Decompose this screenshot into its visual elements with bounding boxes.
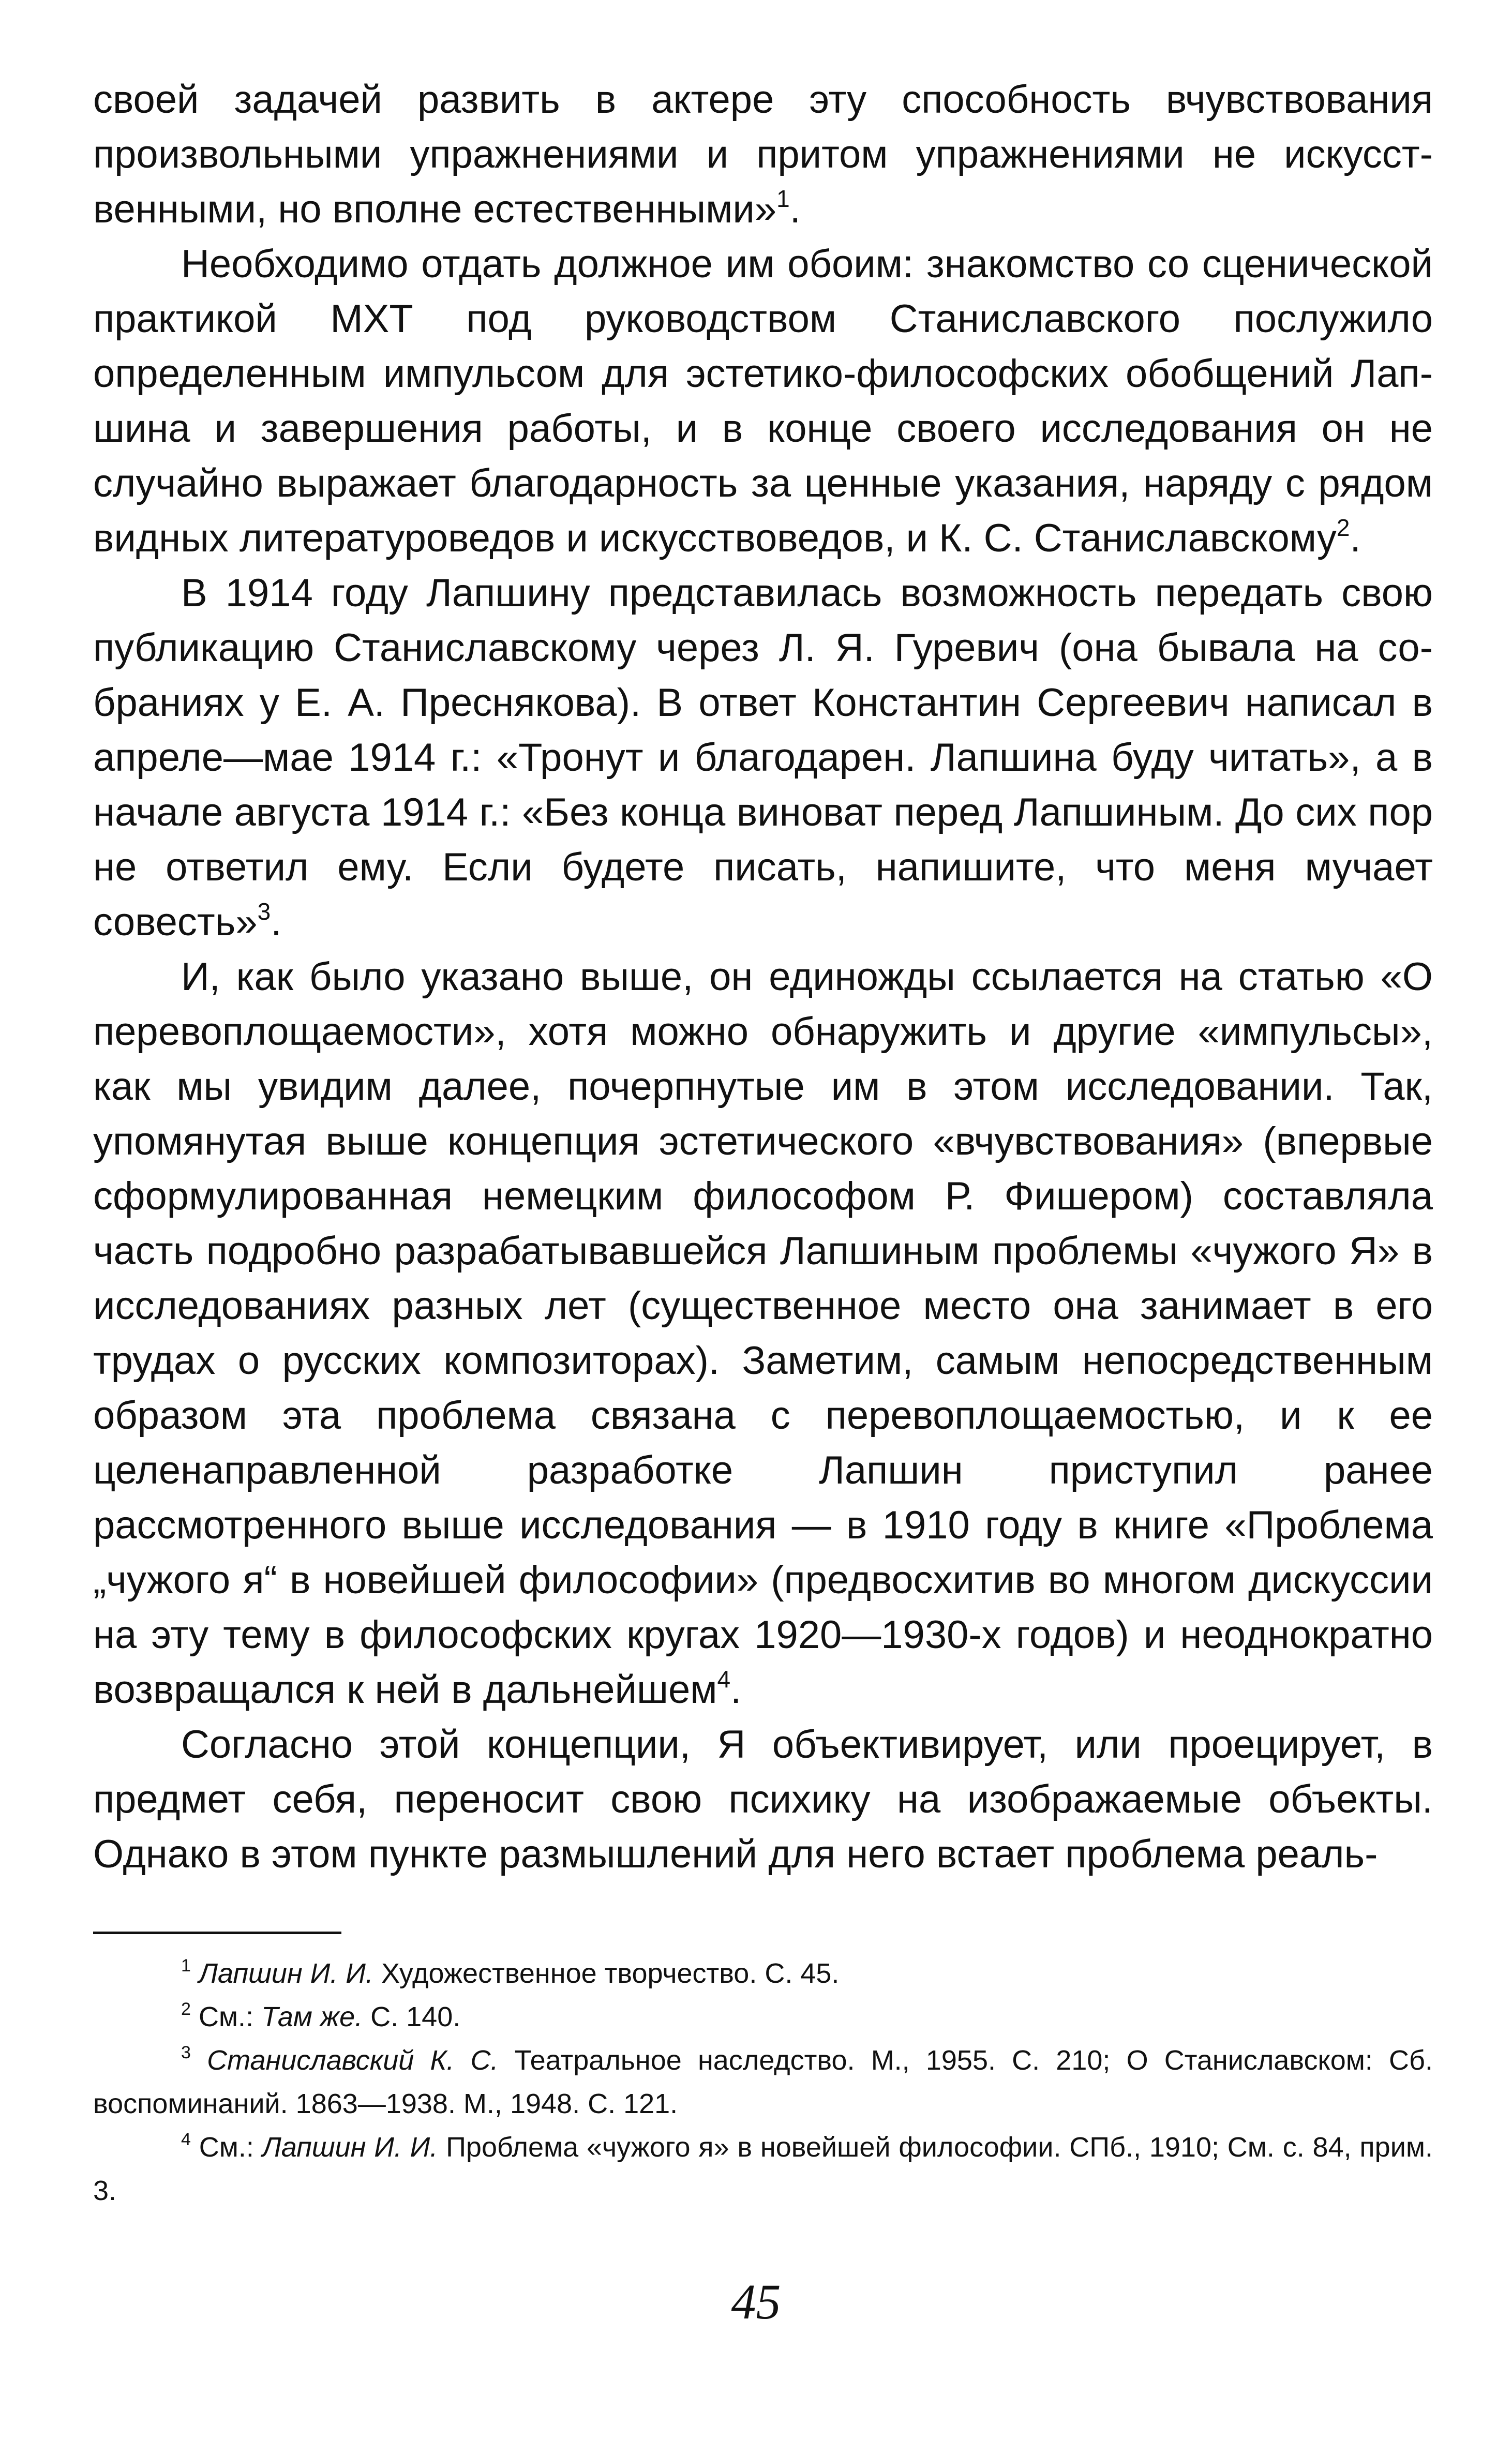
footnote-3 xyxy=(93,2039,1433,2126)
paragraph-4-text: И, как было указано выше, он единожды ссылается на статью «О перевоплощаемости», хотя можно обнаружить и другие «импульсы», как мы увидим далее, почерпнутые им в этом исследовании. Так, упомянутая выше концепция эстетического «вчувствования» (впервые сформулированная немецким философом Р. Фишером) составляла часть подробно разрабатывавшейся Лапшиным проблемы «чужого Я» в исследованиях разных лет (существенное место она занимает в его трудах о русских композиторах). Заметим, самым непосредственным образом эта проблема связана с перевоплощаемостью, и к ее целенаправленной разработке Лапшин приступил ранее рассмотренного выше исследования — в 1910 году в книге «Проблема „чужого я“ в новейшей философии» (предвосхитив во многом дискуссии на эту тему в философских кругах 1920—1930-х годов) и неоднократно возвращался к ней в дальнейшем xyxy=(93,955,1433,1712)
footnote-mark-1: 1 xyxy=(181,1956,191,1976)
page-number: 45 xyxy=(731,2274,781,2329)
paragraph-2-tail: . xyxy=(1350,516,1361,560)
footnote-divider xyxy=(93,1932,341,1934)
footnote-2-text: С. 140. xyxy=(363,2001,461,2032)
footnote-4 xyxy=(93,2126,1433,2212)
footnote-2 xyxy=(93,1995,1433,2039)
footnote-2-prefix: См.: xyxy=(198,2001,262,2032)
footnote-3-author: Станиславский К. С. xyxy=(207,2045,499,2076)
paragraph-1 xyxy=(93,72,1433,237)
paragraph-4-tail: . xyxy=(730,1668,742,1712)
footnote-3-text: Театральное наследство. М., 1955. С. 210; О Станиславском: Сб. воспоминаний. 1863—1938. М., 1948. С. 121. xyxy=(93,2045,1433,2119)
footnote-1 xyxy=(93,1952,1433,1995)
paragraph-5-text: Согласно этой концепции, Я объективирует, или проецирует, в предмет себя, переносит свою психику на изображаемые объекты. Однако в этом пункте размышлений для него встает проблема реаль- xyxy=(93,1723,1433,1876)
paragraph-1-text: своей задачей развить в актере эту способность вчувствования произвольными упражнениями и притом упражнениями не искусственными, но вполне естественными» xyxy=(93,78,1433,231)
paragraph-3-text: В 1914 году Лапшину представилась возможность передать свою публикацию Станиславскому через Л. Я. Гуревич (она бывала на собраниях у Е. А. Преснякова). В ответ Константин Сергеевич написал в апреле—мае 1914 г.: «Тронут и благодарен. Лапшина буду читать», а в начале августа 1914 г.: «Без конца виноват перед Лапшиным. До сих пор не ответил ему. Если будете писать, напишите, что меня мучает совесть» xyxy=(93,571,1433,944)
footnote-ref-1: 1 xyxy=(776,185,790,212)
footnote-4-prefix: См.: xyxy=(199,2132,262,2163)
main-text xyxy=(93,72,1433,1882)
paragraph-1-tail: . xyxy=(789,187,801,231)
footnote-ref-4: 4 xyxy=(717,1666,731,1693)
footnote-1-text: Художественное творчество. С. 45. xyxy=(373,1958,840,1989)
footnote-2-ibid: Там же. xyxy=(261,2001,363,2032)
footnote-mark-2: 2 xyxy=(181,1999,191,2019)
footnote-ref-2: 2 xyxy=(1336,514,1350,541)
footnote-mark-4: 4 xyxy=(181,2130,191,2149)
paragraph-2 xyxy=(93,237,1433,566)
footnote-1-author: Лапшин И. И. xyxy=(198,1958,373,1989)
footnote-4-author: Лапшин И. И. xyxy=(262,2132,438,2163)
paragraph-3 xyxy=(93,566,1433,950)
paragraph-5 xyxy=(93,1717,1433,1882)
footnote-4-text: Проблема «чужого я» в новейшей философии. СПб., 1910; См. с. 84, прим. 3. xyxy=(93,2132,1433,2206)
footnote-mark-3: 3 xyxy=(181,2043,191,2062)
paragraph-2-text: Необходимо отдать должное им обоим: знакомство со сценической практикой МХТ под руководством Станиславского послужило определенным импульсом для эстетико-философских обобщений Лапшина и завершения работы, и в конце своего исследования он не случайно выражает благодарность за ценные указания, наряду с рядом видных литературоведов и искусствоведов, и К. С. Станиславскому xyxy=(93,242,1433,560)
paragraph-4 xyxy=(93,950,1433,1717)
footnote-ref-3: 3 xyxy=(257,898,271,925)
page-content xyxy=(93,72,1433,2212)
footnotes xyxy=(93,1952,1433,2212)
paragraph-3-tail: . xyxy=(271,900,282,944)
